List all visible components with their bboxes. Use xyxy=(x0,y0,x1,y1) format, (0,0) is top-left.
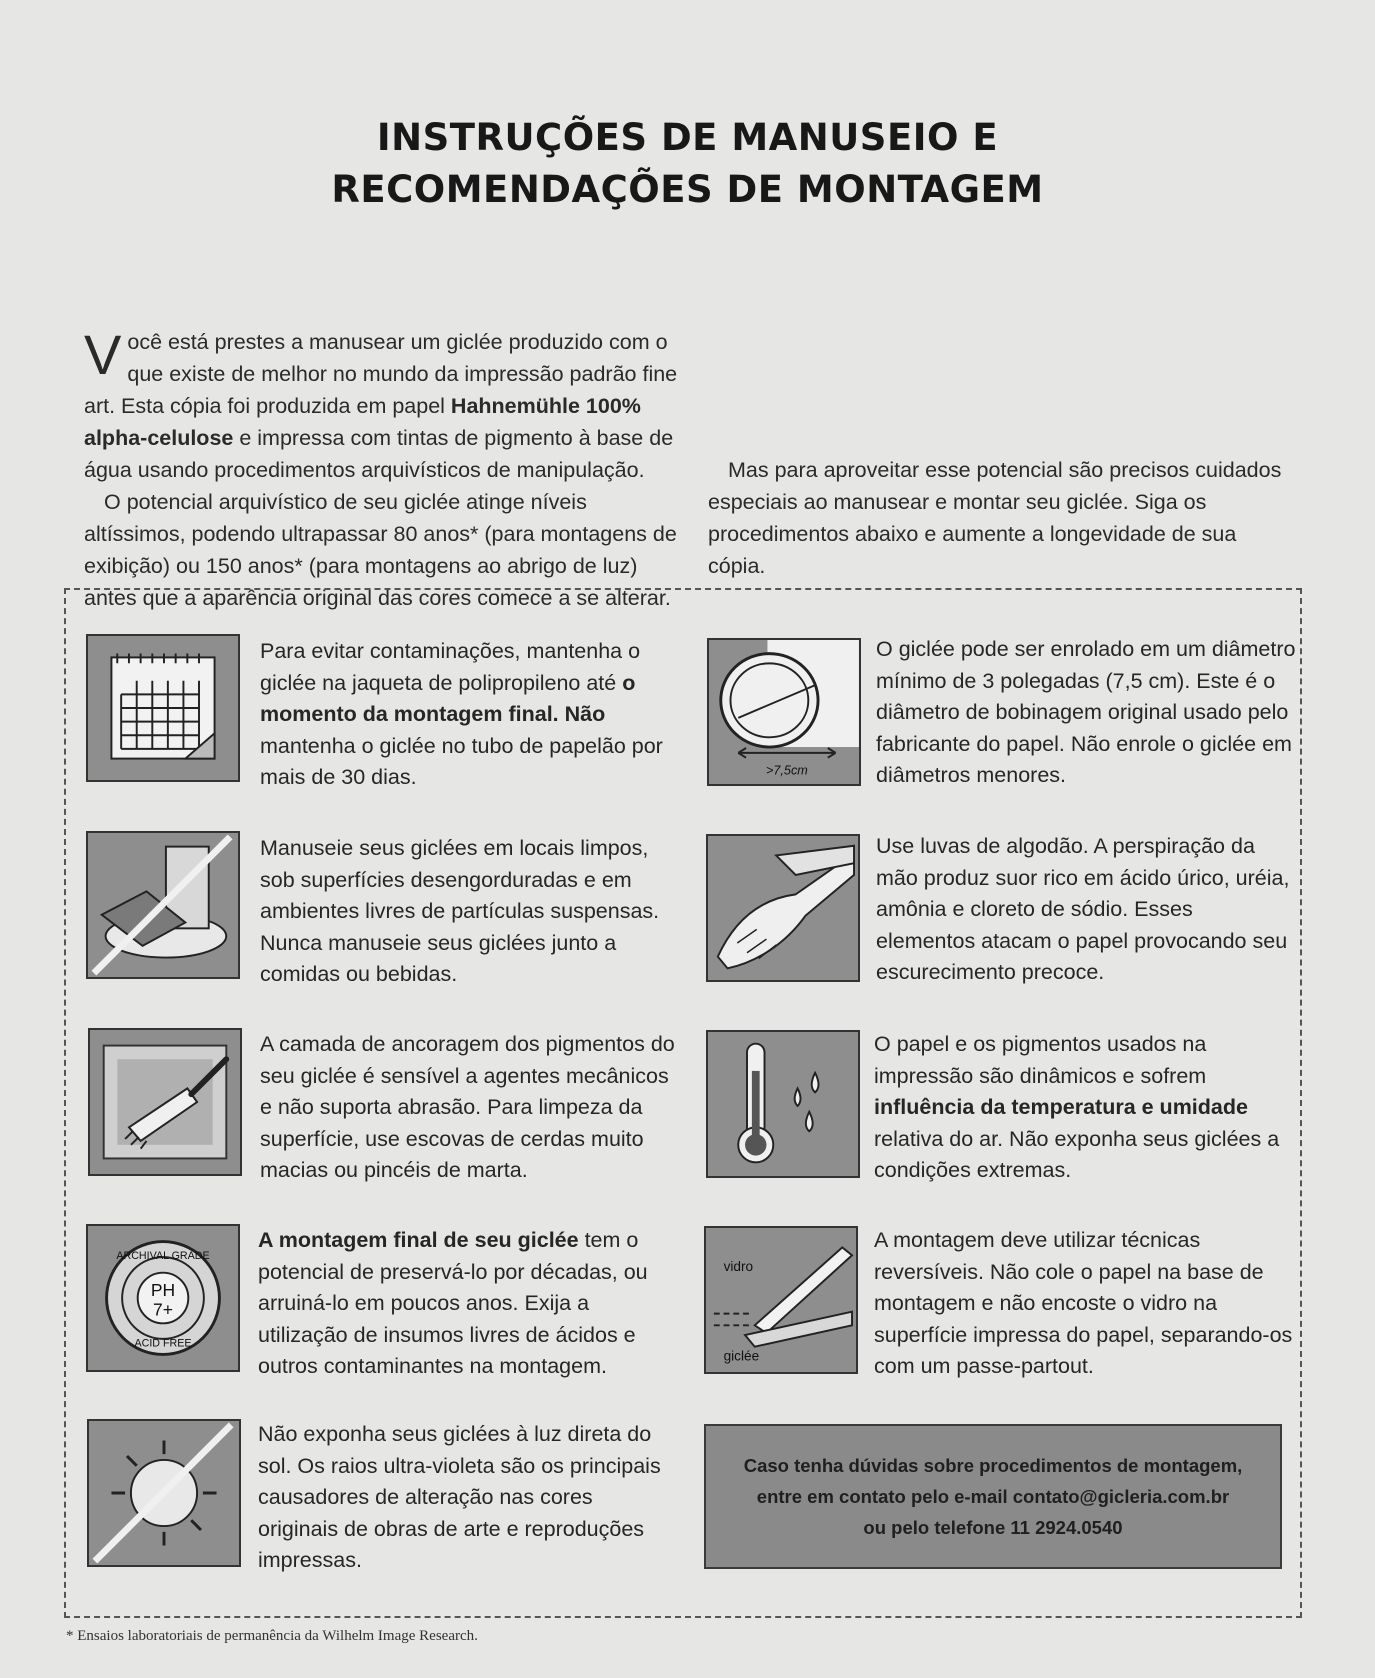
page-title xyxy=(0,112,1375,216)
no-sun-icon xyxy=(87,1419,241,1567)
seal-top-text: ARCHIVAL GRADE xyxy=(116,1250,210,1263)
contact-box xyxy=(704,1424,1282,1569)
contact-line-3: ou pelo telefone 11 2924.0540 xyxy=(863,1517,1123,1538)
title-line-2: RECOMENDAÇÕES DE MONTAGEM xyxy=(331,168,1044,211)
intro-paragraph-2: O potencial arquivístico de seu giclée atinge níveis altíssimos, podendo ultrapassar 80 anos* (para montagens de exibição) ou 150 anos* (para montagens ao abrigo de luz) antes que a aparência original das cores comece a se alterar. xyxy=(84,490,677,610)
food-text: Manuseie seus giclées em locais limpos, sob superfícies desengorduradas e em ambientes livres de partículas suspensas. Nunca manuseie seus giclées junto a comidas ou bebidas. xyxy=(260,836,660,986)
gloves-text: Use luvas de algodão. A perspiração da mão produz suor rico em ácido úrico, uréia, amônia e cloreto de sódio. Esses elementos atacam o papel provocando seu escurecimento precoce. xyxy=(876,834,1290,984)
brush-icon xyxy=(88,1028,242,1176)
glass-text: A montagem deve utilizar técnicas reversíveis. Não cole o papel na base de montagem e não encoste o vidro na superfície impressa do papel, separando-os com um passe-partout. xyxy=(874,1228,1293,1378)
paper-name: Hahnemühle 100% alpha-celulose xyxy=(84,394,641,450)
intro-paragraph-1: Você está prestes a manusear um giclée produzido com o que existe de melhor no mundo da impressão padrão fine art. Esta cópia foi produzida em papel Hahnemühle 100% alpha-celulose e impressa com tintas de pigmento à base de água usando procedimentos arquivísticos de manipulação. xyxy=(84,323,678,482)
calendar-icon xyxy=(86,634,240,782)
intro-left-column xyxy=(84,323,680,610)
contact-line-2[interactable]: entre em contato pelo e-mail contato@gicleria.com.br xyxy=(756,1486,1230,1507)
contact-line-1: Caso tenha dúvidas sobre procedimentos de montagem, xyxy=(743,1455,1243,1476)
seal-bottom-text: ACID FREE xyxy=(134,1337,192,1350)
seal-ph-label: PH xyxy=(150,1280,176,1301)
intro-right-column xyxy=(708,326,1298,582)
roll-diameter-label: >7,5cm xyxy=(766,763,808,778)
brush-text: A camada de ancoragem dos pigmentos do seu giclée é sensível a agentes mecânicos e não suporta abrasão. Para limpeza da superfície, use escovas de cerdas muito macias ou pincéis de marta. xyxy=(260,1032,675,1182)
drop-cap: V xyxy=(84,323,122,386)
archival-seal-icon xyxy=(86,1224,240,1372)
sun-text: Não exponha seus giclées à luz direta do sol. Os raios ultra-violeta são os principais causadores de alteração nas cores originais de obras de arte e reproduções impressas. xyxy=(258,1422,661,1572)
glass-mount-icon xyxy=(704,1226,858,1374)
gloves-hands-icon xyxy=(706,834,860,982)
thermo-text: O papel e os pigmentos usados na impressão são dinâmicos e sofrem influência da temperatura e umidade relativa do ar. Não exponha seus giclées a condições extremas. xyxy=(874,1032,1280,1182)
paper-roll-icon xyxy=(707,638,861,786)
calendar-text: Para evitar contaminações, mantenha o giclée na jaqueta de polipropileno até o momento da montagem final. Não mantenha o giclée no tubo de papelão por mais de 30 dias. xyxy=(260,639,663,789)
footnote: * Ensaios laboratoriais de permanência da Wilhelm Image Research. xyxy=(66,1628,478,1644)
intro-paragraph-3: Mas para aproveitar esse potencial são precisos cuidados especiais ao manusear e montar seu giclée. Siga os procedimentos abaixo e aumente a longevidade de sua cópia. xyxy=(708,458,1282,578)
glass-label: vidro xyxy=(723,1258,754,1274)
no-food-icon xyxy=(86,831,240,979)
seal-ph-value: 7+ xyxy=(153,1299,173,1320)
title-line-1: INSTRUÇÕES DE MANUSEIO E xyxy=(376,116,999,159)
thermometer-humidity-icon xyxy=(706,1030,860,1178)
giclee-label: giclée xyxy=(723,1348,760,1364)
roll-text: O giclée pode ser enrolado em um diâmetro mínimo de 3 polegadas (7,5 cm). Este é o diâmetro de bobinagem original usado pelo fabricante do papel. Não enrole o giclée em diâmetros menores. xyxy=(876,637,1296,787)
archival-text: A montagem final de seu giclée tem o potencial de preservá-lo por décadas, ou arruiná-lo em poucos anos. Exija a utilização de insumos livres de ácidos e outros contaminantes na montagem. xyxy=(258,1228,648,1378)
